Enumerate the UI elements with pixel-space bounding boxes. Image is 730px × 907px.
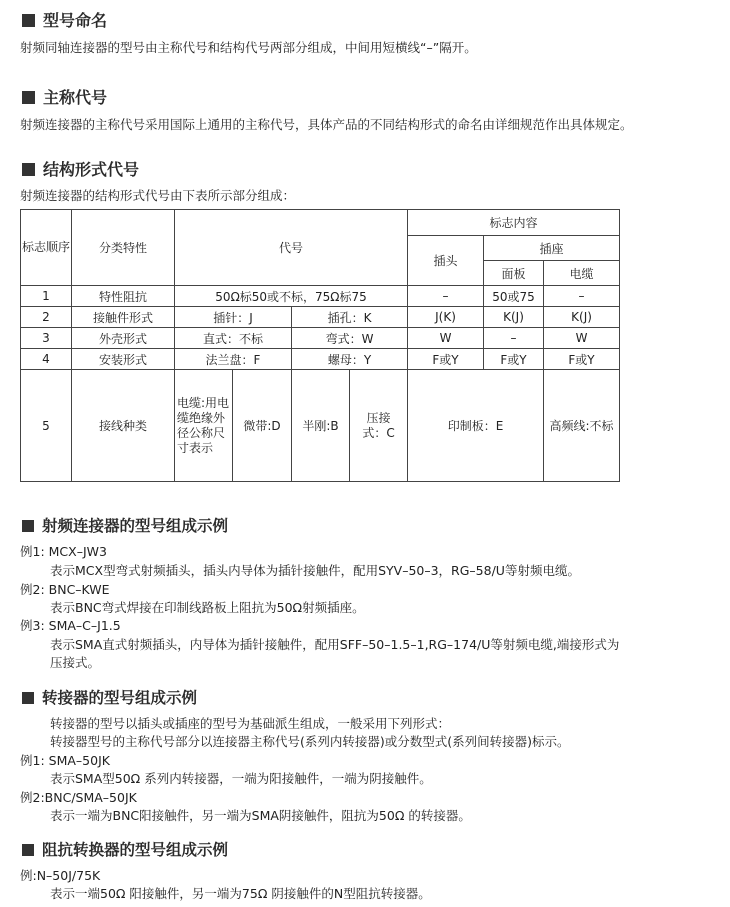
example-desc: 表示SMA型50Ω 系列内转接器，一端为阳接触件，一端为阴接触件。 xyxy=(50,771,432,786)
section-text-main-code: 射频连接器的主称代号采用国际上通用的主称代号，具体产品的不同结构形式的命名由详细规范作出具体规定。 xyxy=(20,117,633,132)
table-row: 3 外壳形式 直式：不标 弯式：W W – W xyxy=(21,328,620,349)
example-desc: 表示一端为BNC阳接触件，另一端为SMA阴接触件，阻抗为50Ω 的转接器。 xyxy=(50,808,471,823)
example-label: 例:N–50J/75K xyxy=(20,868,101,883)
header-code: 代号 xyxy=(175,210,408,286)
structure-code-table xyxy=(20,209,620,482)
table-header-row xyxy=(21,210,620,236)
square-bullet-icon xyxy=(22,844,34,856)
header-socket: 插座 xyxy=(484,236,620,261)
example-desc: 表示BNC弯式焊接在印制线路板上阻抗为50Ω射频插座。 xyxy=(50,600,365,615)
square-bullet-icon xyxy=(22,91,35,104)
section-title-impedance-converter-examples: 阻抗转换器的型号组成示例 xyxy=(22,838,228,860)
table-row: 5 接线种类 电缆:用电缆绝缘外径公称尺寸表示 微带:D 半刚:B 压接式：C 印制板：E 高频线:不标 xyxy=(21,370,620,482)
example-label: 例2: BNC–KWE xyxy=(20,582,110,597)
table-row: 2 接触件形式 插针：J 插孔：K J(K) K(J) K(J) xyxy=(21,307,620,328)
header-cable: 电缆 xyxy=(544,261,620,286)
square-bullet-icon xyxy=(22,14,35,27)
section-title-adapter-examples: 转接器的型号组成示例 xyxy=(22,686,197,708)
square-bullet-icon xyxy=(22,520,34,532)
example-desc: 表示MCX型弯式射频插头，插头内导体为插针接触件，配用SYV–50–3，RG–58/U等射频电缆。 xyxy=(50,563,580,578)
table-row: 1 特性阻抗 50Ω标50或不标，75Ω标75 – 50或75 – xyxy=(21,286,620,307)
header-category: 分类特性 xyxy=(72,210,175,286)
header-plug: 插头 xyxy=(408,236,484,286)
square-bullet-icon xyxy=(22,692,34,704)
example-label: 例1: MCX–JW3 xyxy=(20,544,107,559)
section-title-model-naming: 型号命名 xyxy=(22,8,107,31)
example-label: 例2:BNC/SMA–50JK xyxy=(20,790,137,805)
section-title-connector-examples: 射频连接器的型号组成示例 xyxy=(22,514,228,536)
header-panel: 面板 xyxy=(484,261,544,286)
section-text-structure-code: 射频连接器的结构形式代号由下表所示部分组成： xyxy=(20,188,296,203)
example-label: 例3: SMA–C–J1.5 xyxy=(20,618,121,633)
example-desc: 表示SMA直式射频插头，内导体为插针接触件，配用SFF–50–1.5–1,RG–174/U等射频电缆,端接形式为 xyxy=(50,637,620,652)
example-label: 例1: SMA–50JK xyxy=(20,753,110,768)
example-desc: 压接式。 xyxy=(50,655,101,670)
section-title-main-code: 主称代号 xyxy=(22,85,107,108)
square-bullet-icon xyxy=(22,163,35,176)
header-content: 标志内容 xyxy=(408,210,620,236)
section-text-model-naming: 射频同轴连接器的型号由主称代号和结构代号两部分组成，中间用短横线“–”隔开。 xyxy=(20,40,477,55)
adapter-intro: 转接器型号的主称代号部分以连接器主称代号(系列内转接器)或分数型式(系列间转接器)标示。 xyxy=(50,734,570,749)
adapter-intro: 转接器的型号以插头或插座的型号为基础派生组成，一般采用下列形式： xyxy=(50,716,451,731)
table-row: 4 安装形式 法兰盘：F 螺母：Y F或Y F或Y F或Y xyxy=(21,349,620,370)
example-desc: 表示一端50Ω 阳接触件，另一端为75Ω 阴接触件的N型阻抗转接器。 xyxy=(50,886,431,901)
section-title-structure-code: 结构形式代号 xyxy=(22,157,139,180)
header-seq: 标志顺序 xyxy=(21,210,72,286)
